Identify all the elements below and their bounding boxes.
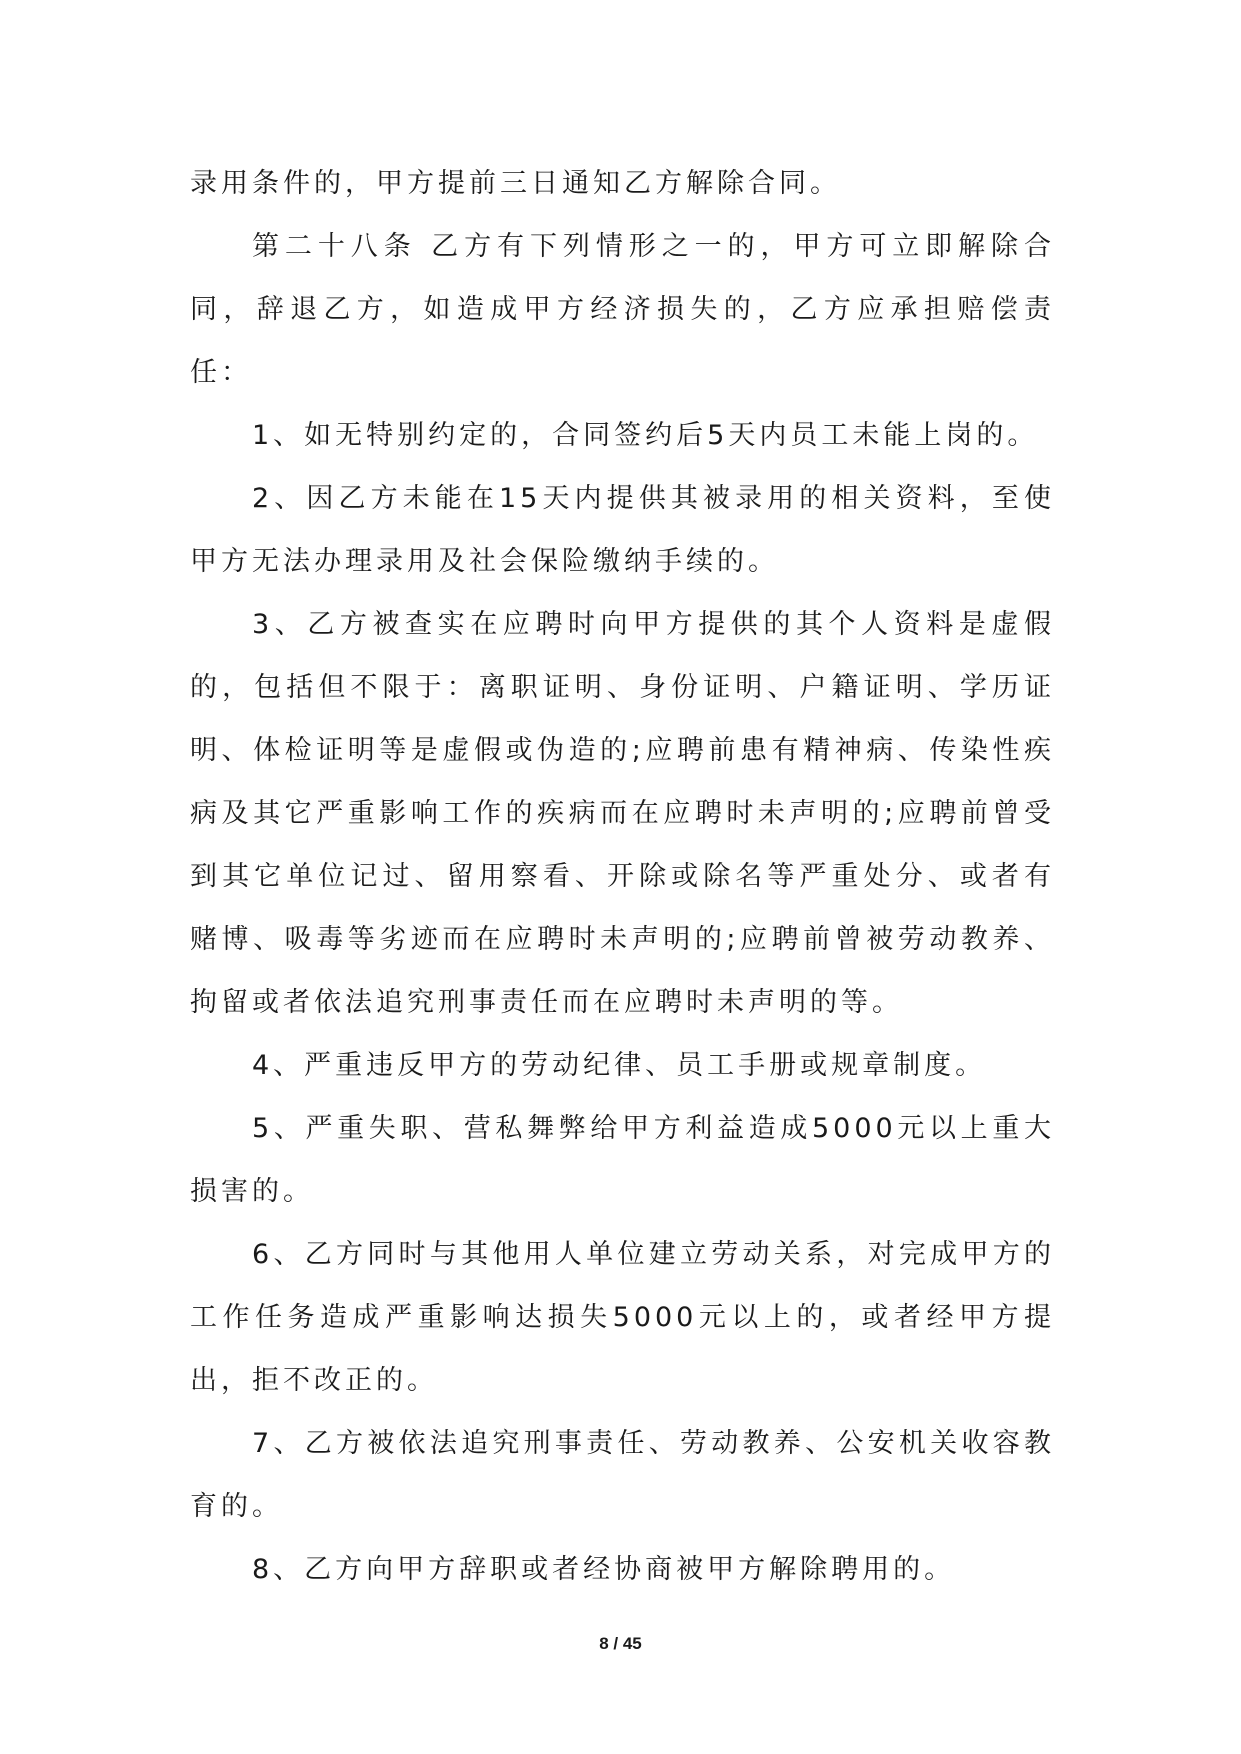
paragraph-item-5: 5、严重失职、营私舞弊给甲方利益造成5000元以上重大损害的。 <box>190 1113 1055 1207</box>
paragraph-item-8: 8、乙方向甲方辞职或者经协商被甲方解除聘用的。 <box>252 1554 956 1585</box>
paragraph-item-1: 1、如无特别约定的，合同签约后5天内员工未能上岗的。 <box>252 420 1039 451</box>
page-number: 8 / 45 <box>599 1634 642 1653</box>
paragraph-continuation: 录用条件的，甲方提前三日通知乙方解除合同。 <box>190 168 841 199</box>
paragraph-item-7: 7、乙方被依法追究刑事责任、劳动教养、公安机关收容教育的。 <box>190 1428 1055 1522</box>
paragraph-article-28: 第二十八条 乙方有下列情形之一的，甲方可立即解除合同，辞退乙方，如造成甲方经济损失的，乙方应承担赔偿责任： <box>190 231 1055 388</box>
document-body <box>190 152 1055 1601</box>
paragraph-item-4: 4、严重违反甲方的劳动纪律、员工手册或规章制度。 <box>252 1050 987 1081</box>
paragraph-item-6: 6、乙方同时与其他用人单位建立劳动关系，对完成甲方的工作任务造成严重影响达损失5000元以上的，或者经甲方提出，拒不改正的。 <box>190 1239 1055 1396</box>
paragraph-item-2: 2、因乙方未能在15天内提供其被录用的相关资料，至使甲方无法办理录用及社会保险缴纳手续的。 <box>190 483 1055 577</box>
paragraph-item-3: 3、乙方被查实在应聘时向甲方提供的其个人资料是虚假的，包括但不限于：离职证明、身份证明、户籍证明、学历证明、体检证明等是虚假或伪造的;应聘前患有精神病、传染性疾病及其它严重影响工作的疾病而在应聘时未声明的;应聘前曾受到其它单位记过、留用察看、开除或除名等严重处分、或者有赌博、吸毒等劣迹而在应聘时未声明的;应聘前曾被劳动教养、拘留或者依法追究刑事责任而在应聘时未声明的等。 <box>190 609 1055 1018</box>
